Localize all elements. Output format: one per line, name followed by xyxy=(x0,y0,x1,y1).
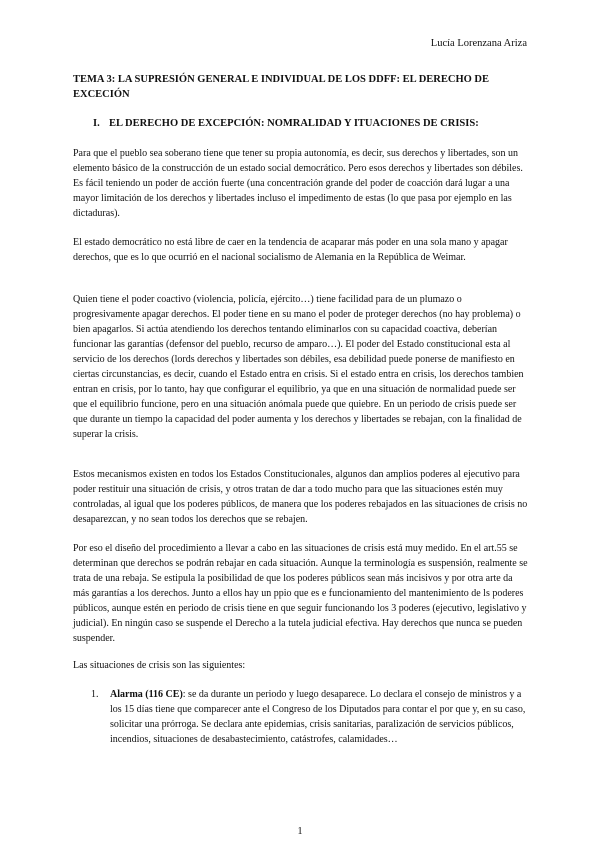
list-item-term: Alarma (116 CE) xyxy=(110,689,183,700)
list-item-text: : se da durante un periodo y luego desaparece. Lo declara el consejo de ministros y a los 15 días tiene que comparecer ante el Congreso de los Diputados para contar el por que y, en su caso, solicitar una prórroga. Se declara ante epidemias, crisis sanitarias, paralización de servicios públicos, incendios, situaciones de desabastecimiento, catástrofes, calamidades… xyxy=(110,689,526,745)
paragraph: Para que el pueblo sea soberano tiene que tener su propia autonomía, es decir, sus derechos y libertades, son un elemento básico de la construcción de un estado social democrático. Pero esos derechos y libertades son débiles. Es fácil teniendo un poder de acción fuerte (una concentración grande del poder de coacción dará lugar a una mayor limitación de los derechos y libertades incluso el impedimento de estas (lo que pasa por ejemplo en las dictaduras). xyxy=(73,148,523,219)
paragraph: Por eso el diseño del procedimiento a llevar a cabo en las situaciones de crisis está muy medido. En el art.55 se determinan que derechos se podrán rebajar en cada situación. Aunque la terminología es suspensión, realmente se trata de una rebaja. Se estipula la posibilidad de que los poderes públicos sean más incisivos y por otra arte da más garantías a los derechos. Junto a ellos hay un ppio que es e funcionamiento del mantenimiento de ls poderes públicos, aunque estén en periodo de crisis tiene en que seguir funcionando los 3 poderes (ejecutivo, legislativo y judicial). En ningún caso se suspende el Derecho a la tutela judicial efectiva. Hay derechos que nunca se pueden suspender. xyxy=(73,543,528,644)
section-number: I. xyxy=(93,118,100,129)
paragraph: Quien tiene el poder coactivo (violencia, policía, ejército…) tiene facilidad para de un plumazo o progresivamente apagar derechos. El poder tiene en su mano el poder de proteger derechos (no hay problema) o bien apagarlos. Si actúa atendiendo los derechos tentando eliminarlos con su capacidad coactiva, deberían funcionar las garantías (defensor del pueblo, recurso de amparo…). El poder del Estado constitucional esta al servicio de los derechos (lords derechos y libertades son débiles, esa debilidad puede ponerse de manifiesto en ciertas circunstancias, es decir, cuando el Estado entra en crisis. Si el estado entra en crisis, los derechos tambien entran en crisis, por lo tanto, hay que configurar el equilibrio, ya que en una situación de normalidad puede ser que el equilibrio funcione, pero en una situación anómala puede que quiebre. En un periodo de crisis puede ser que durante un tiempo la capacidad del poder aumenta y los derechos y libertades se rebajan, con la finalidad de superar la crisis. xyxy=(73,294,524,440)
list-marker: 1. xyxy=(91,689,99,700)
paragraph: El estado democrático no está libre de caer en la tendencia de acaparar más poder en una sola mano y apagar derechos, que es lo que ocurrió en el nacional socialismo de Alemania en la República de Weimar. xyxy=(73,237,508,263)
section-heading-text: EL DERECHO DE EXCEPCIÓN: NOMRALIDAD Y ITUACIONES DE CRISIS: xyxy=(109,118,479,129)
page-number: 1 xyxy=(297,826,303,837)
author-name: Lucía Lorenzana Ariza xyxy=(430,38,527,49)
paragraph: Estos mecanismos existen en todos los Estados Constitucionales, algunos dan amplios poderes al ejecutivo para poder restituir una situación de crisis, y otros tratan de dar a todo mucho para que las situaciones estén muy controladas, al igual que los poderes públicos, de manera que los poderes rebajados en las situaciones de crisis no desaparezcan, y no sean todos los derechos que se rebajen. xyxy=(73,469,528,525)
list-item-content xyxy=(110,687,529,747)
section-heading xyxy=(93,117,533,131)
list-item xyxy=(91,687,529,747)
document-title: TEMA 3: LA SUPRESIÓN GENERAL E INDIVIDUAL DE LOS DDFF: EL DERECHO DE EXCECIÓN xyxy=(73,74,489,100)
paragraph: Las situaciones de crisis son las siguientes: xyxy=(73,660,246,671)
